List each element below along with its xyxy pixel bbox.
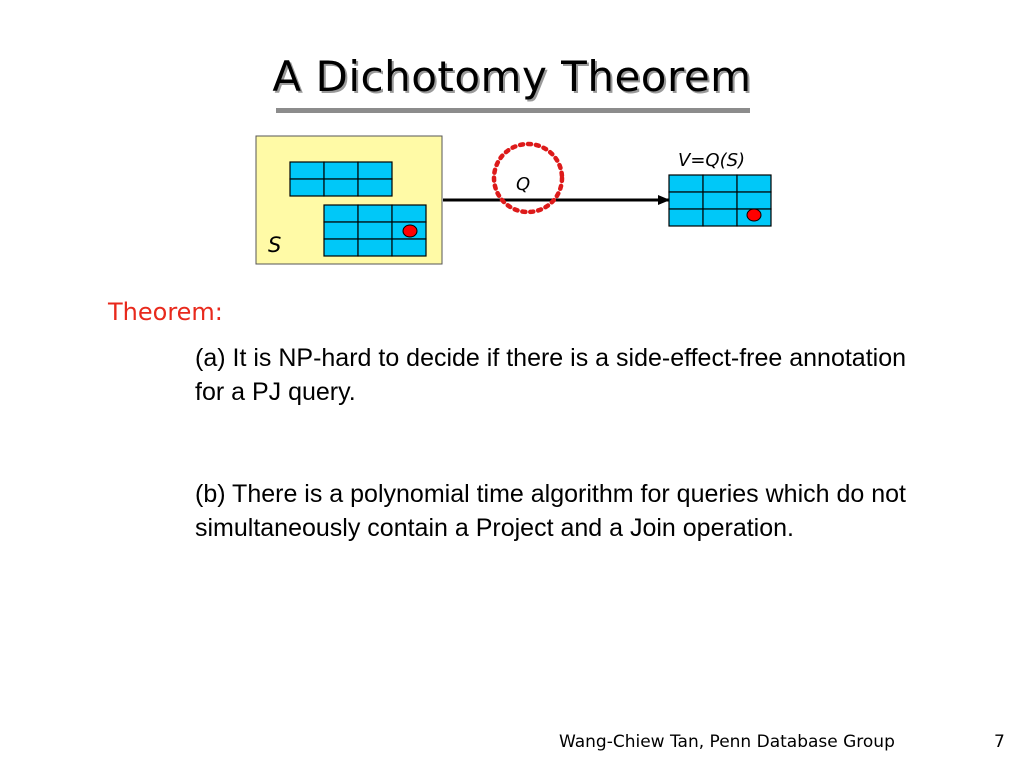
table-cell — [669, 192, 703, 209]
theorem-label: Theorem: — [108, 298, 223, 326]
view-table — [669, 175, 771, 226]
table-cell — [737, 175, 771, 192]
footer-credit: Wang-Chiew Tan, Penn Database Group — [559, 732, 895, 752]
query-diagram — [0, 0, 1024, 300]
table-cell — [737, 192, 771, 209]
page-number: 7 — [994, 732, 1005, 752]
table-cell — [669, 175, 703, 192]
table-cell — [358, 162, 392, 179]
table-cell — [392, 239, 426, 256]
source-table-2 — [324, 205, 426, 256]
theorem-part-b: (b) There is a polynomial time algorithm for queries which do not simultaneously contain a Project and a Join operation. — [195, 480, 906, 542]
query-label: Q — [516, 174, 531, 195]
table-cell — [324, 179, 358, 196]
view-annotation-dot — [747, 209, 761, 221]
table-cell — [703, 175, 737, 192]
table-cell — [392, 205, 426, 222]
table-cell — [290, 179, 324, 196]
source-annotation-dot — [403, 225, 417, 237]
table-cell — [324, 239, 358, 256]
table-cell — [358, 179, 392, 196]
table-cell — [669, 209, 703, 226]
view-label: V=Q(S) — [678, 150, 746, 171]
table-cell — [703, 209, 737, 226]
table-cell — [324, 205, 358, 222]
table-cell — [358, 222, 392, 239]
table-cell — [324, 222, 358, 239]
table-cell — [358, 205, 392, 222]
source-label: S — [268, 233, 282, 257]
slide-title: A Dichotomy Theorem — [272, 52, 752, 101]
table-cell — [703, 192, 737, 209]
theorem-part-a: (a) It is NP-hard to decide if there is a side-effect-free annotation for a PJ query. — [195, 344, 907, 406]
source-table-1 — [290, 162, 392, 196]
table-cell — [324, 162, 358, 179]
table-cell — [290, 162, 324, 179]
table-cell — [358, 239, 392, 256]
